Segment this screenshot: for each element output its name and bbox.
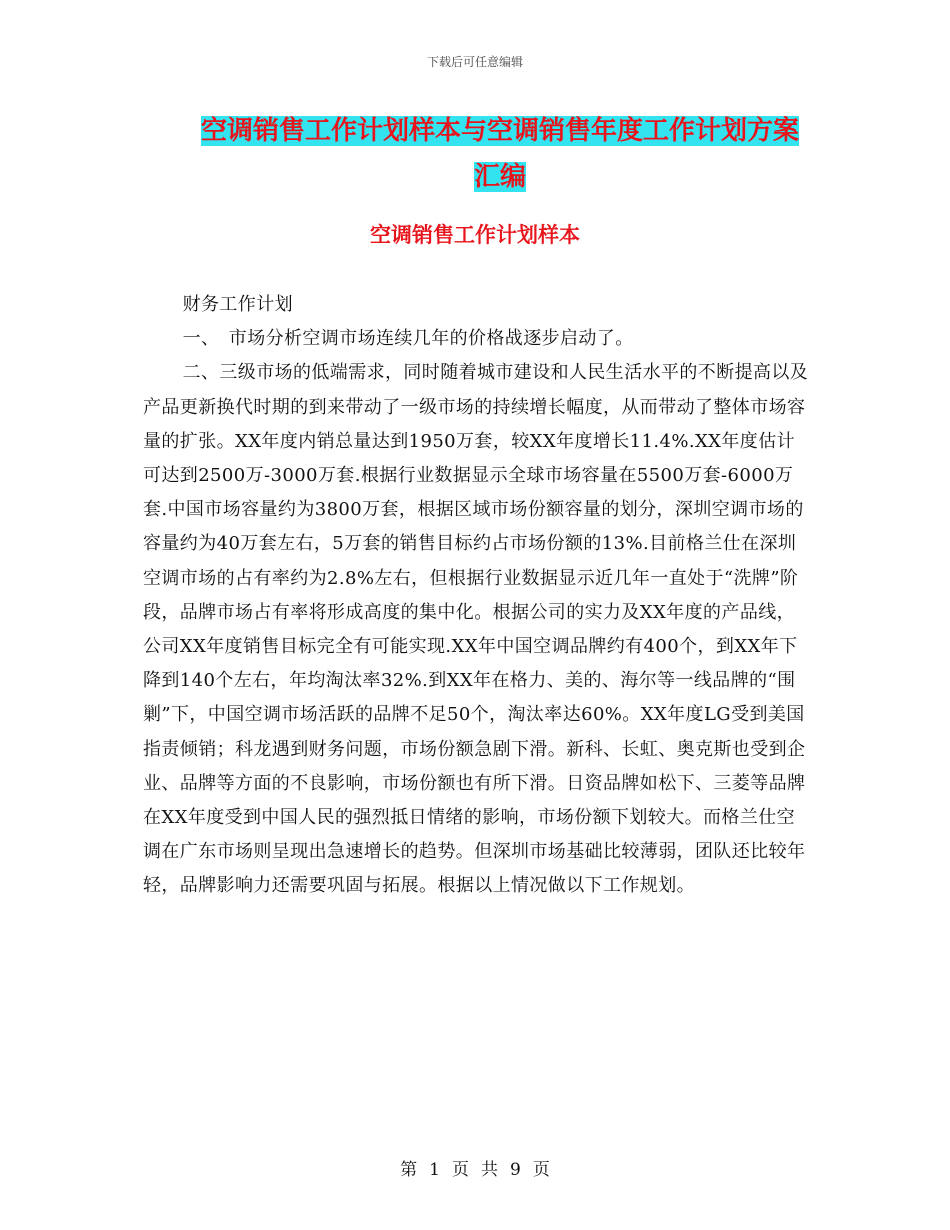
footer-page-unit: 页 bbox=[452, 1160, 469, 1180]
section-title: 空调销售工作计划样本 bbox=[370, 223, 580, 247]
footer-total-prefix: 共 bbox=[481, 1160, 498, 1180]
header-note: 下载后可任意编辑 bbox=[426, 55, 523, 69]
body-text bbox=[143, 288, 810, 904]
paragraph-2: 一、 市场分析空调市场连续几年的价格战逐步启动了。 bbox=[182, 328, 634, 350]
document-title bbox=[150, 108, 850, 200]
page-footer bbox=[0, 1155, 950, 1180]
document-title-line2: 汇编 bbox=[473, 162, 526, 192]
paragraph-1: 财务工作计划 bbox=[182, 294, 293, 315]
footer-total-pages: 9 bbox=[510, 1160, 521, 1180]
footer-page-number: 1 bbox=[429, 1160, 440, 1180]
footer-total-unit: 页 bbox=[532, 1160, 550, 1180]
document-title-line1: 空调销售工作计划样本与空调销售年度工作计划方案 bbox=[200, 116, 799, 146]
footer-prefix: 第 bbox=[400, 1160, 418, 1180]
paragraph-3: 二、三级市场的低端需求，同时随着城市建设和人民生活水平的不断提高以及产品更新换代时期的到来带动了一级市场的持续增长幅度，从而带动了整体市场容量的扩张。XX年度内销总量达到1950万套，较XX年度增长11.4%.XX年度估计可达到2500万-3000万套.根据行业数据显示全球市场容量在5500万套-6000万套.中国市场容量约为3800万套，根据区域市场份额容量的划分，深圳空调市场的容量约为40万套左右，5万套的销售目标约占市场份额的13%.目前格兰仕在深圳空调市场的占有率约为2.8%左右，但根据行业数据显示近几年一直处于“洗牌”阶段，品牌市场占有率将形成高度的集中化。根据公司的实力及XX年度的产品线，公司XX年度销售目标完全有可能实现.XX年中国空调品牌约有400个，到XX年下降到140个左右，年均淘汰率32%.到XX年在格力、美的、海尔等一线品牌的“围剿”下，中国空调市场活跃的品牌不足50个，淘汰率达60%。XX年度LG受到美国指责倾销；科龙遇到财务问题，市场份额急剧下滑。新科、长虹、奥克斯也受到企业、品牌等方面的不良影响，市场份额也有所下滑。日资品牌如松下、三菱等品牌在XX年度受到中国人民的强烈抵日情绪的影响，市场份额下划较大。而格兰仕空调在广东市场则呈现出急速增长的趋势。但深圳市场基础比较薄弱，团队还比较年轻，品牌影响力还需要巩固与拓展。根据以上情况做以下工作规划。 bbox=[143, 362, 809, 897]
